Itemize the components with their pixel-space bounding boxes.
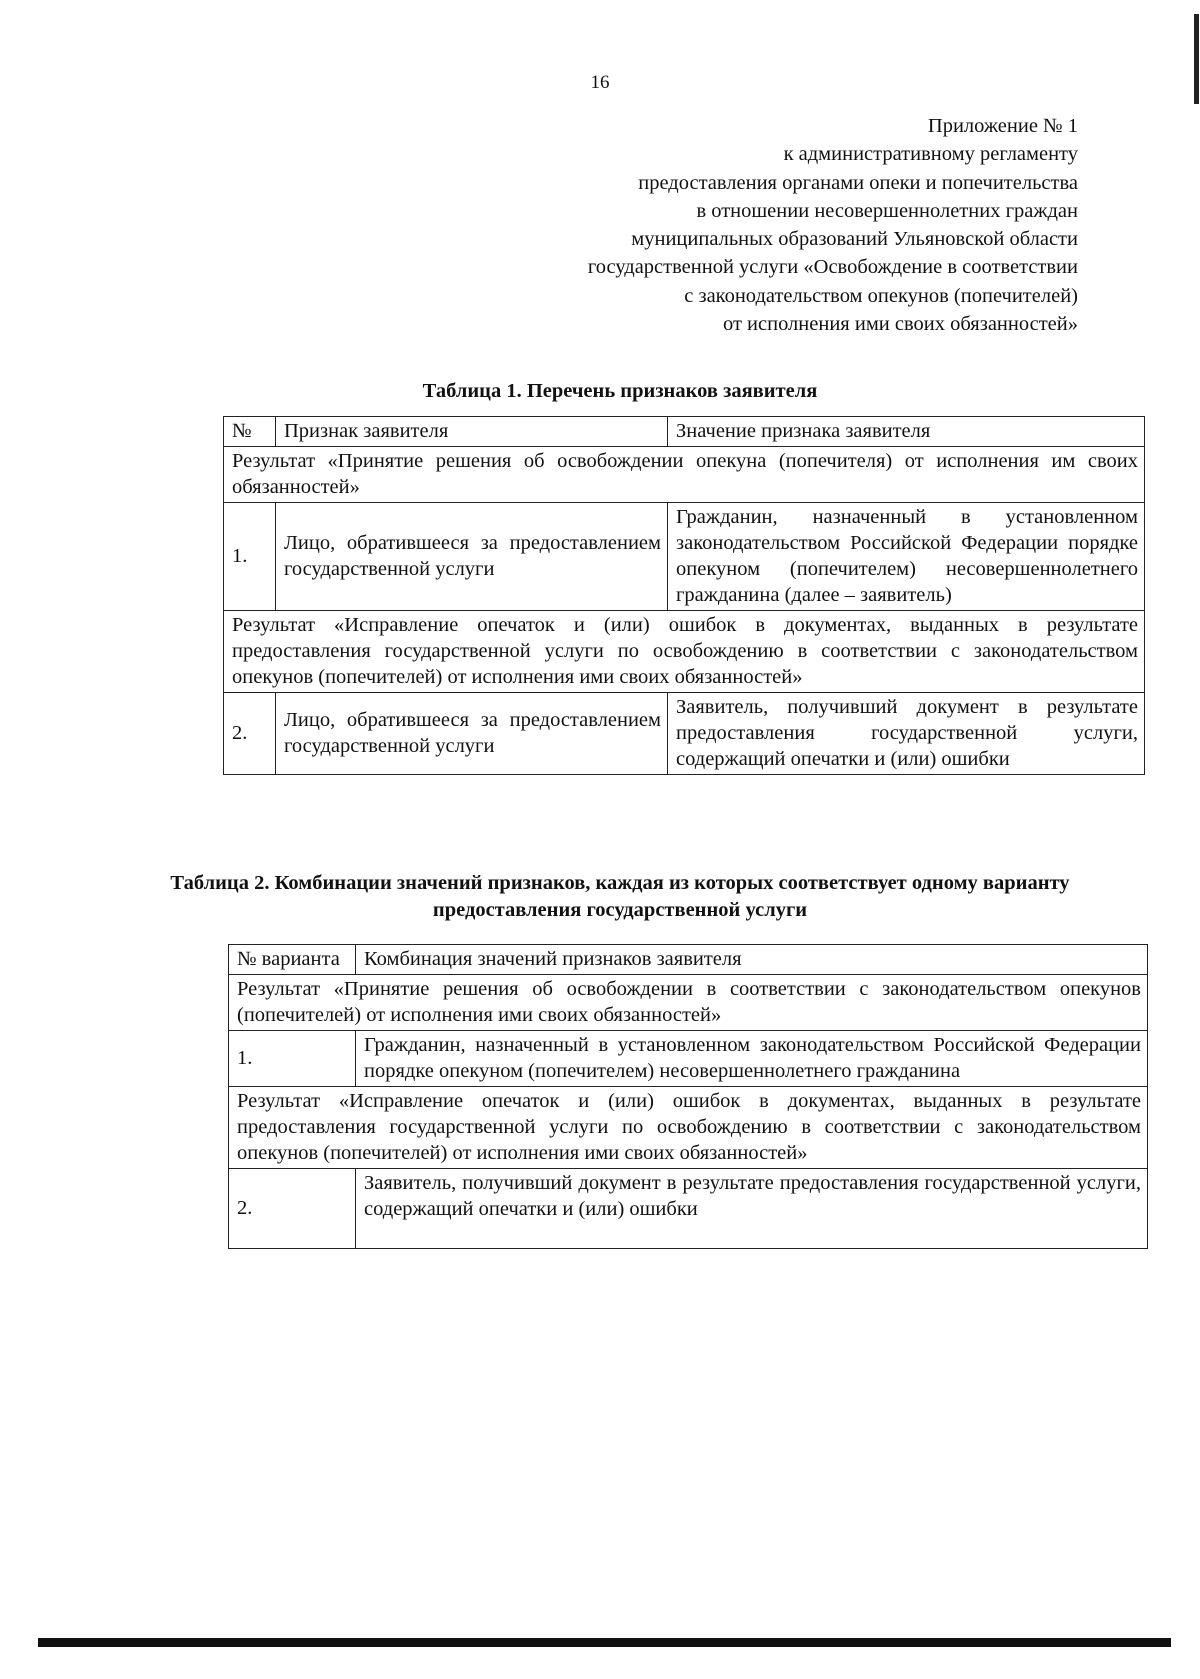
appendix-line: в отношении несовершеннолетних граждан <box>696 199 1078 222</box>
page-number: 16 <box>590 72 610 93</box>
row-number: 1. <box>229 1031 356 1087</box>
table-header-row <box>229 945 1148 975</box>
result-cell: Результат «Принятие решения об освобождении опекуна (попечителя) от исполнения им своих обязанностей» <box>224 447 1145 503</box>
appendix-line: муниципальных образований Ульяновской области <box>631 228 1078 251</box>
table-feature-combinations <box>228 944 1148 1249</box>
table-row <box>224 503 1145 611</box>
row-feature: Лицо, обратившееся за предоставлением государственной услуги <box>276 503 668 611</box>
header-number: № <box>224 417 276 447</box>
table-row <box>229 1169 1148 1249</box>
table1-title: Таблица 1. Перечень признаков заявителя <box>422 380 818 402</box>
row-number: 2. <box>229 1169 356 1249</box>
appendix-line: от исполнения ими своих обязанностей» <box>722 313 1078 336</box>
bottom-scan-border <box>38 1638 1171 1647</box>
row-feature: Лицо, обратившееся за предоставлением государственной услуги <box>276 693 668 775</box>
table-header-row <box>224 417 1145 447</box>
header-variant-number: № варианта <box>229 945 356 975</box>
appendix-line: с законодательством опекунов (попечителей) <box>684 284 1078 307</box>
result-cell: Результат «Принятие решения об освобождении в соответствии с законодательством опекунов (попечителей) от исполнения ими своих обязанностей» <box>229 975 1148 1031</box>
result-cell: Результат «Исправление опечаток и (или) ошибок в документах, выданных в результате предоставления государственной услуги по освобождению в соответствии с законодательством опекунов (попечителей) от исполнения ими своих обязанностей» <box>224 611 1145 693</box>
table-row <box>224 693 1145 775</box>
table-row <box>229 1031 1148 1087</box>
header-combination: Комбинация значений признаков заявителя <box>356 945 1148 975</box>
row-combination: Гражданин, назначенный в установленном законодательством Российской Федерации порядке опекуном (попечителем) несовершеннолетнего гражданина <box>356 1031 1148 1087</box>
row-feature-value: Заявитель, получивший документ в результате предоставления государственной услуги, содержащий опечатки и (или) ошибки <box>668 693 1145 775</box>
table2-title: Таблица 2. Комбинации значений признаков, каждая из которых соответствует одному варианту предоставления государственной услуги <box>170 872 1070 921</box>
result-row <box>224 611 1145 693</box>
appendix-line: Приложение № 1 <box>927 115 1078 137</box>
row-number: 1. <box>224 503 276 611</box>
appendix-line: предоставления органами опеки и попечительства <box>638 171 1078 194</box>
appendix-header <box>318 112 1078 338</box>
result-row <box>229 1087 1148 1169</box>
result-cell: Результат «Исправление опечаток и (или) ошибок в документах, выданных в результате предоставления государственной услуги по освобождению в соответствии с законодательством опекунов (попечителей) от исполнения ими своих обязанностей» <box>229 1087 1148 1169</box>
header-feature: Признак заявителя <box>276 417 668 447</box>
row-combination: Заявитель, получивший документ в результате предоставления государственной услуги, содержащий опечатки и (или) ошибки <box>356 1169 1148 1249</box>
table-applicant-features <box>223 416 1145 775</box>
row-feature-value: Гражданин, назначенный в установленном законодательством Российской Федерации порядке опекуном (попечителем) несовершеннолетнего гражданина (далее – заявитель) <box>668 503 1145 611</box>
header-feature-value: Значение признака заявителя <box>668 417 1145 447</box>
row-number: 2. <box>224 693 276 775</box>
appendix-line: к административному регламенту <box>783 143 1078 166</box>
result-row <box>224 447 1145 503</box>
result-row <box>229 975 1148 1031</box>
appendix-line: государственной услуги «Освобождение в соответствии <box>587 256 1078 279</box>
